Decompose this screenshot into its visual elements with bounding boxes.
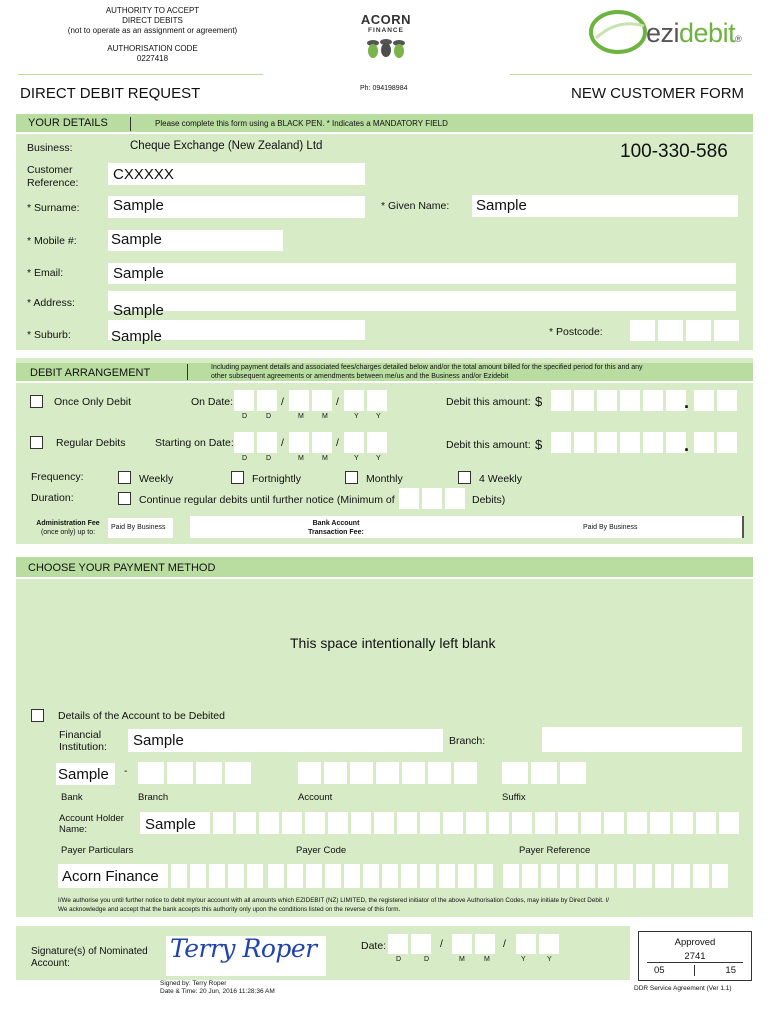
shint-m2: M xyxy=(484,956,490,963)
suffix-code-cells[interactable] xyxy=(502,762,586,784)
business-label: Business: xyxy=(27,142,73,154)
debit-note-1: Including payment details and associated fees/charges detailed below and/or the total amount billed for the specified period for this and any xyxy=(211,364,643,371)
hint-y1: Y xyxy=(354,413,359,420)
minimum-debits-cells[interactable] xyxy=(399,488,465,509)
blank-notice: This space intentionally left blank xyxy=(290,635,496,651)
col-bank: Bank xyxy=(61,792,83,803)
customer-ref-label-2: Reference: xyxy=(27,177,79,189)
once-only-checkbox[interactable] xyxy=(30,395,43,408)
rhint-d2: D xyxy=(266,455,272,462)
starting-date-label: Starting on Date: xyxy=(155,437,234,449)
ezidebit-ezi: ezi xyxy=(646,18,680,48)
regular-decimal: . xyxy=(684,435,690,455)
rhint-d1: D xyxy=(242,455,248,462)
bank-fee-label xyxy=(296,519,376,537)
debit-header-separator xyxy=(187,364,188,380)
mobile-label: * Mobile #: xyxy=(27,235,77,247)
sign-year-cells[interactable] xyxy=(516,934,559,954)
four-weekly-checkbox[interactable] xyxy=(458,471,471,484)
payer-code-label: Payer Code xyxy=(296,845,347,856)
phone-number: Ph: 094198984 xyxy=(360,85,408,92)
payer-particulars-value: Acorn Finance xyxy=(62,868,159,885)
once-date-cells[interactable] xyxy=(234,390,277,411)
debit-arrangement-title: DEBIT ARRANGEMENT xyxy=(30,367,151,379)
bank-fee-label-2: Transaction Fee: xyxy=(308,529,364,536)
shint-d1: D xyxy=(396,956,402,963)
address-value: Sample xyxy=(113,302,164,319)
signature-label-2: Account: xyxy=(31,958,70,969)
ezidebit-registered: ® xyxy=(735,34,742,44)
ezidebit-logo xyxy=(588,8,753,58)
debit-note xyxy=(211,363,643,381)
regular-year-cells[interactable] xyxy=(344,432,387,453)
surname-value: Sample xyxy=(113,197,164,214)
signed-by: Signed by: Terry Roper xyxy=(160,980,227,987)
bank-dash: - xyxy=(124,765,128,777)
sign-day-cells[interactable] xyxy=(388,934,431,954)
header-divider-right xyxy=(510,74,752,75)
authorisation-text-1: I/We authorise you until further notice to debit my/our account with all amounts which EZIDEBIT (NZ) LIMITED, the registered initiator of the above Authorisation Codes, may initiate by Direct Debit. I/ xyxy=(58,897,609,904)
duration-label: Duration: xyxy=(31,492,74,504)
business-value: Cheque Exchange (New Zealand) Ltd xyxy=(130,140,323,152)
authority-block xyxy=(40,6,265,64)
bank-fee-label-1: Bank Account xyxy=(312,520,360,527)
approval-box xyxy=(638,931,752,981)
approval-right: 15 xyxy=(725,965,736,976)
account-number: 100-330-586 xyxy=(620,141,728,162)
given-name-label: * Given Name: xyxy=(381,200,450,212)
hint-y2: Y xyxy=(376,413,381,420)
hint-m2: M xyxy=(322,413,328,420)
sign-date-label: Date: xyxy=(361,940,387,952)
col-account: Account xyxy=(298,792,333,803)
auth-code: 0227418 xyxy=(136,54,169,63)
ezidebit-swoosh-icon xyxy=(588,8,648,56)
authorisation-text-2: We acknowledge and accept that the bank accepts this authority only upon the conditions listed on the reverse of this form. xyxy=(58,906,401,913)
sign-month-cells[interactable] xyxy=(452,934,495,954)
sign-date-hints xyxy=(396,956,566,963)
branch-code-cells[interactable] xyxy=(138,762,251,784)
service-agreement: DDR Service Agreement (Ver 1.1) xyxy=(634,985,732,992)
once-cents-cells[interactable] xyxy=(694,390,737,411)
rhint-m1: M xyxy=(298,455,304,462)
address-label: * Address: xyxy=(27,297,75,309)
payer-code-cells[interactable] xyxy=(268,864,493,888)
postcode-cells[interactable] xyxy=(630,320,739,341)
admin-fee-value: Paid By Business xyxy=(111,524,166,531)
regular-debits-checkbox[interactable] xyxy=(30,436,43,449)
postcode-label: * Postcode: xyxy=(549,326,603,338)
shint-y1: Y xyxy=(521,956,526,963)
branch-field[interactable] xyxy=(542,727,742,752)
regular-date-slash-1: / xyxy=(281,437,284,449)
title-new-customer: NEW CUSTOMER FORM xyxy=(571,85,745,102)
rhint-y2: Y xyxy=(376,455,381,462)
signed-date-time: Date & Time: 20 Jun, 2016 11:28:36 AM xyxy=(160,988,275,995)
once-date-hints xyxy=(242,413,382,420)
institution-value: Sample xyxy=(133,732,184,749)
header-separator xyxy=(130,117,131,131)
approval-divider xyxy=(694,965,695,976)
title-direct-debit: DIRECT DEBIT REQUEST xyxy=(20,85,201,102)
once-date-slash-2: / xyxy=(336,396,339,408)
approval-left: 05 xyxy=(653,965,665,976)
signature-handwriting: Terry Roper xyxy=(170,934,317,963)
regular-amount-cells[interactable] xyxy=(551,432,686,453)
given-name-value: Sample xyxy=(476,197,527,214)
authorisation-text xyxy=(58,896,748,914)
regular-cents-cells[interactable] xyxy=(694,432,737,453)
weekly-label: Weekly xyxy=(139,473,174,485)
duration-suffix: Debits) xyxy=(472,494,506,506)
email-label: * Email: xyxy=(27,267,64,279)
authority-line-3: (not to operate as an assignment or agreement) xyxy=(67,26,238,35)
shint-d2: D xyxy=(424,956,430,963)
acorn-icon xyxy=(361,35,411,61)
admin-fee-label xyxy=(28,519,108,537)
holder-label xyxy=(59,813,124,835)
your-details-title: YOUR DETAILS xyxy=(28,117,108,129)
email-field[interactable] xyxy=(108,263,736,284)
authority-line-2: DIRECT DEBITS xyxy=(122,16,183,25)
holder-label-1: Account Holder xyxy=(59,813,124,824)
bank-fee-value: Paid By Business xyxy=(583,524,638,531)
holder-label-2: Name: xyxy=(59,824,87,835)
mandatory-instruction: Please complete this form using a BLACK PEN. * Indicates a MANDATORY FIELD xyxy=(155,119,448,128)
customer-ref-label xyxy=(27,164,78,190)
payer-particulars-cells[interactable] xyxy=(171,864,263,888)
ezidebit-wordmark xyxy=(646,18,741,49)
institution-label xyxy=(59,729,107,753)
approval-title: Approved xyxy=(674,937,716,948)
signature-label-1: Signature(s) of Nominated xyxy=(31,946,148,957)
mobile-value: Sample xyxy=(111,231,162,248)
duration-text: Continue regular debits until further notice (Minimum of xyxy=(139,494,395,506)
bank-fee-box xyxy=(190,516,744,538)
monthly-checkbox[interactable] xyxy=(345,471,358,484)
surname-label: * Surname: xyxy=(27,202,80,214)
once-amount-label: Debit this amount: xyxy=(446,396,531,408)
continue-checkbox[interactable] xyxy=(118,492,131,505)
bank-code-value: Sample xyxy=(58,766,109,783)
once-month-cells[interactable] xyxy=(289,390,332,411)
authority-line-1: AUTHORITY TO ACCEPT xyxy=(105,6,200,15)
frequency-label: Frequency: xyxy=(31,471,84,483)
shint-y2: Y xyxy=(547,956,552,963)
holder-name-cells[interactable] xyxy=(213,812,739,834)
header-divider-left xyxy=(18,74,263,75)
once-only-label: Once Only Debit xyxy=(54,396,132,408)
once-year-cells[interactable] xyxy=(344,390,387,411)
suburb-value: Sample xyxy=(111,328,162,345)
once-date-slash-1: / xyxy=(281,396,284,408)
customer-ref-value: CXXXXX xyxy=(113,166,174,183)
regular-amount-label: Debit this amount: xyxy=(446,439,531,451)
admin-fee-label-2: (once only) up to: xyxy=(40,529,96,536)
regular-debits-label: Regular Debits xyxy=(56,437,126,449)
payment-method-title: CHOOSE YOUR PAYMENT METHOD xyxy=(28,562,216,574)
regular-month-cells[interactable] xyxy=(289,432,332,453)
on-date-label: On Date: xyxy=(191,396,234,408)
ezidebit-debit: debit xyxy=(679,18,736,48)
account-code-cells[interactable] xyxy=(298,762,477,784)
shint-m1: M xyxy=(459,956,465,963)
payer-particulars-label: Payer Particulars xyxy=(61,845,134,856)
suburb-label: * Suburb: xyxy=(27,329,71,341)
account-details-checkbox[interactable] xyxy=(31,709,44,722)
fortnightly-checkbox[interactable] xyxy=(231,471,244,484)
institution-label-2: Institution: xyxy=(59,741,107,753)
hint-d2: D xyxy=(266,413,272,420)
rhint-m2: M xyxy=(322,455,328,462)
address-field[interactable] xyxy=(108,291,736,311)
fortnightly-label: Fortnightly xyxy=(252,473,302,485)
weekly-checkbox[interactable] xyxy=(118,471,131,484)
once-dollar: $ xyxy=(535,394,543,409)
once-amount-cells[interactable] xyxy=(551,390,686,411)
four-weekly-label: 4 Weekly xyxy=(479,473,522,485)
account-details-label: Details of the Account to be Debited xyxy=(58,710,225,722)
signature-label xyxy=(31,946,148,970)
acorn-logo-word: ACORN xyxy=(360,12,412,27)
payment-method-header xyxy=(16,557,753,579)
regular-dollar: $ xyxy=(535,437,543,452)
auth-code-label: AUTHORISATION CODE xyxy=(107,44,198,53)
regular-date-cells[interactable] xyxy=(234,432,277,453)
branch-label: Branch: xyxy=(449,735,486,747)
sign-slash-2: / xyxy=(503,938,506,950)
admin-fee-label-1: Administration Fee xyxy=(36,520,100,527)
hint-m1: M xyxy=(298,413,304,420)
customer-ref-label-1: Customer xyxy=(27,164,73,176)
rhint-y1: Y xyxy=(354,455,359,462)
acorn-logo-subword: FINANCE xyxy=(368,27,404,34)
hint-d1: D xyxy=(242,413,248,420)
acorn-finance-logo xyxy=(355,12,417,61)
monthly-label: Monthly xyxy=(366,473,403,485)
col-branch: Branch xyxy=(138,792,169,803)
approval-number: 2741 xyxy=(647,951,743,963)
payer-reference-label: Payer Reference xyxy=(519,845,591,856)
col-suffix: Suffix xyxy=(502,792,526,803)
email-value: Sample xyxy=(113,265,164,282)
institution-label-1: Financial xyxy=(59,729,102,741)
regular-date-slash-2: / xyxy=(336,437,339,449)
regular-date-hints xyxy=(242,455,382,462)
once-decimal: . xyxy=(684,392,690,412)
holder-name-value: Sample xyxy=(145,816,196,833)
debit-note-2: other subsequent agreements or amendments between me/us and the Business and/or Ezidebit xyxy=(211,373,509,380)
payer-reference-cells[interactable] xyxy=(503,864,728,888)
sign-slash-1: / xyxy=(440,938,443,950)
